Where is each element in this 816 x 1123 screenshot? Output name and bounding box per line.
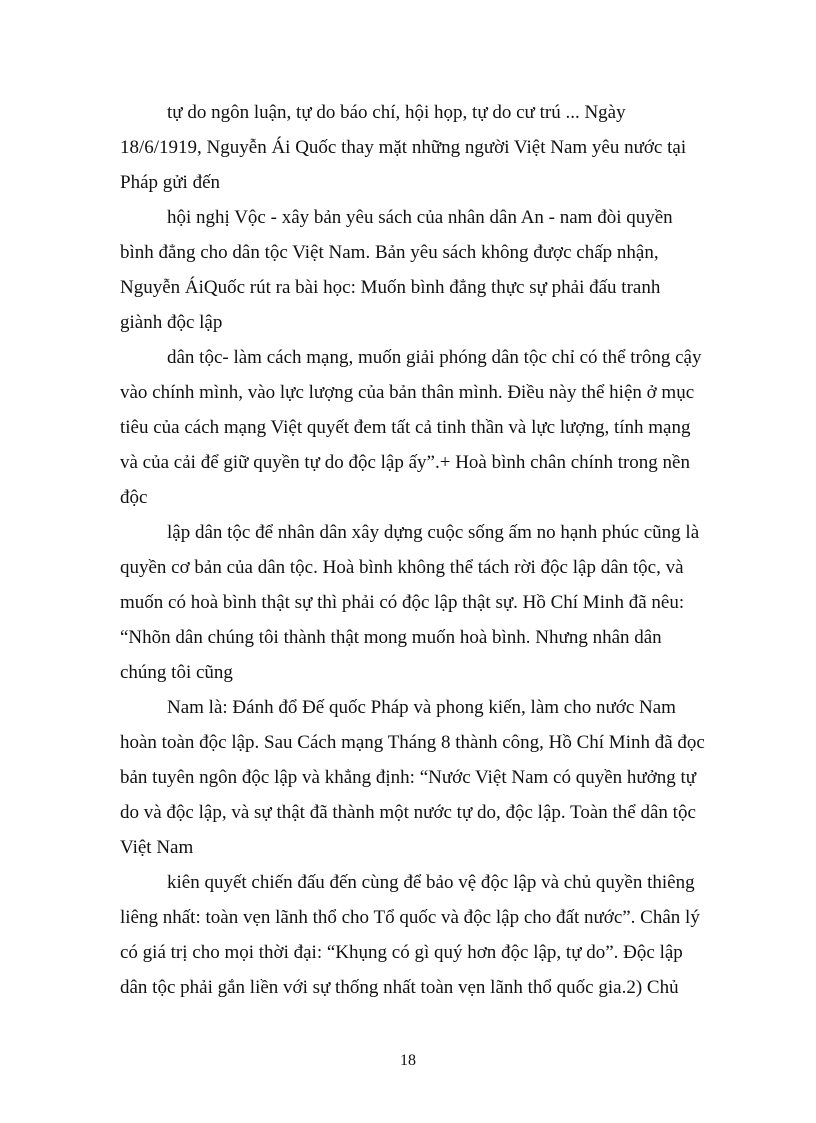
text-line: và của cải để giữ quyền tự do độc lập ấy”.+ Hoà bình chân chính trong nền [120,452,690,473]
paragraph-1 [120,95,700,200]
paragraph-4 [120,515,700,690]
text-line: vào chính mình, vào lực lượng của bản thân mình. Điều này thể hiện ở mục [120,382,695,403]
text-line: Việt Nam [120,837,194,858]
text-line: quyền cơ bản của dân tộc. Hoà bình không thể tách rời độc lập dân tộc, và [120,557,684,578]
paragraph-6 [120,865,700,1005]
text-line: bản tuyên ngôn độc lập và khẳng định: “Nước Việt Nam có quyền hưởng tự [120,767,697,788]
text-line: “Nhõn dân chúng tôi thành thật mong muốn hoà bình. Nhưng nhân dân [120,627,662,648]
text-line: hoàn toàn độc lập. Sau Cách mạng Tháng 8 thành công, Hồ Chí Minh đã đọc [120,732,705,753]
text-line: do và độc lập, và sự thật đã thành một nước tự do, độc lập. Toàn thể dân tộc [120,802,696,823]
text-line: kiên quyết chiến đấu đến cùng để bảo vệ độc lập và chủ quyền thiêng [167,872,695,893]
body-text [120,95,705,1005]
text-line: bình đẳng cho dân tộc Việt Nam. Bản yêu sách không được chấp nhận, [120,242,659,263]
text-line: chúng tôi cũng [120,662,233,683]
paragraph-3 [120,340,700,515]
paragraph-2 [120,200,700,340]
text-line: 18/6/1919, Nguyễn Ái Quốc thay mặt những người Việt Nam yêu nước tại [120,137,687,158]
text-line: giành độc lập [120,312,223,333]
text-line: Nam là: Đánh đổ Đế quốc Pháp và phong kiến, làm cho nước Nam [167,697,676,718]
text-line: dân tộc phải gắn liền với sự thống nhất toàn vẹn lãnh thổ quốc gia.2) Chủ [120,977,679,998]
text-line: Pháp gửi đến [120,172,221,193]
text-line: Nguyễn ÁiQuốc rút ra bài học: Muốn bình đẳng thực sự phải đấu tranh [120,277,661,298]
text-line: có giá trị cho mọi thời đại: “Khụng có gì quý hơn độc lập, tự do”. Độc lập [120,942,683,963]
page-number: 18 [400,1052,416,1069]
text-line: dân tộc- làm cách mạng, muốn giải phóng dân tộc chỉ có thể trông cậy [167,347,702,368]
text-line: liêng nhất: toàn vẹn lãnh thổ cho Tổ quốc và độc lập cho đất nước”. Chân lý [120,907,700,928]
text-line: độc [120,487,148,508]
text-line: tiêu của cách mạng Việt quyết đem tất cả tinh thần và lực lượng, tính mạng [120,417,691,438]
text-line: muốn có hoà bình thật sự thì phải có độc lập thật sự. Hồ Chí Minh đã nêu: [120,592,685,613]
text-line: lập dân tộc để nhân dân xây dựng cuộc sống ấm no hạnh phúc cũng là [167,522,700,543]
text-line: tự do ngôn luận, tự do báo chí, hội họp, tự do cư trú ... Ngày [167,102,626,123]
paragraph-5 [120,690,705,865]
text-line: hội nghị Vộc - xây bản yêu sách của nhân dân An - nam đòi quyền [167,207,673,228]
